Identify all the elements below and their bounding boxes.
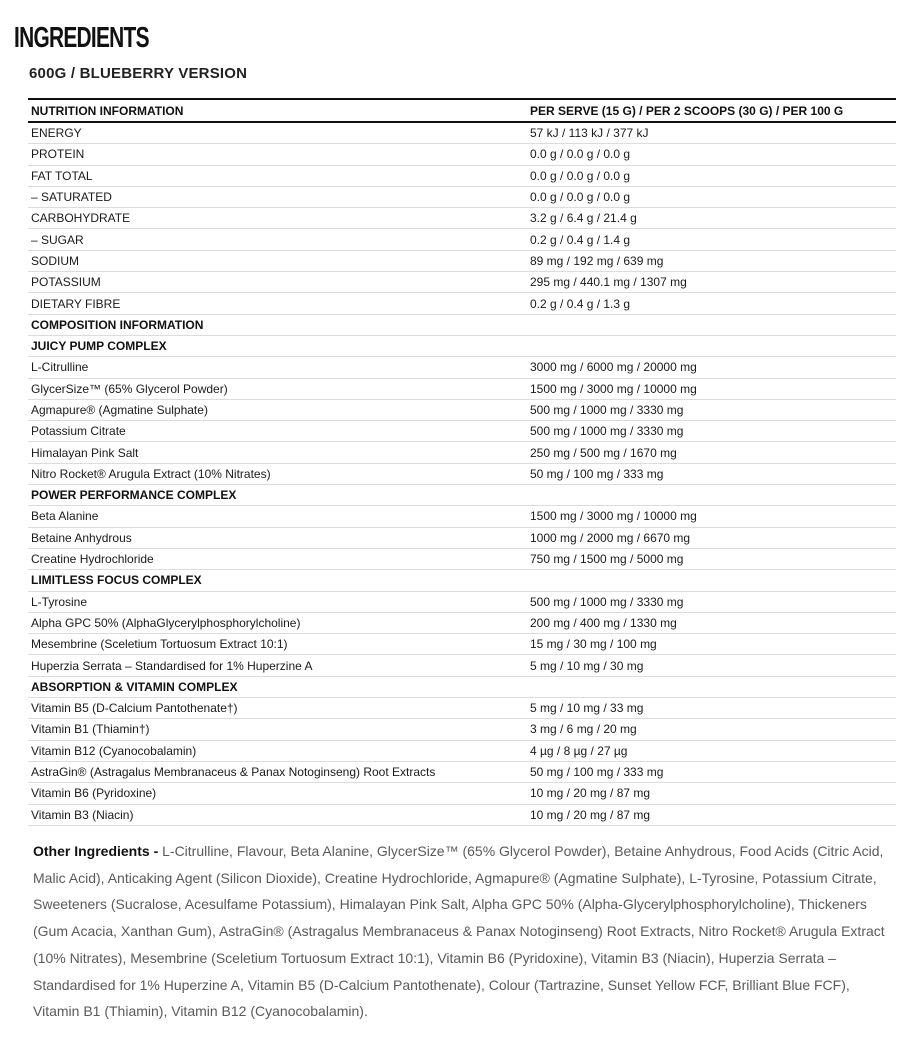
ingredient-name: Huperzia Serrata – Standardised for 1% Huperzine A [28,655,527,676]
table-section-row [28,314,896,335]
ingredient-name: Potassium Citrate [28,421,527,442]
ingredient-amount: 1500 mg / 3000 mg / 10000 mg [527,506,896,527]
ingredient-amount: 0.0 g / 0.0 g / 0.0 g [527,165,896,186]
ingredient-amount: 10 mg / 20 mg / 87 mg [527,804,896,825]
table-row [28,506,896,527]
ingredient-amount: 15 mg / 30 mg / 100 mg [527,634,896,655]
table-row [28,740,896,761]
ingredient-name: Vitamin B12 (Cyanocobalamin) [28,740,527,761]
table-row [28,229,896,250]
table-header-row [28,99,896,122]
ingredient-amount: 57 kJ / 113 kJ / 377 kJ [527,122,896,144]
ingredient-name: Vitamin B5 (D-Calcium Pantothenate†) [28,698,527,719]
ingredient-name: CARBOHYDRATE [28,208,527,229]
ingredient-name: Vitamin B6 (Pyridoxine) [28,783,527,804]
table-row [28,250,896,271]
ingredient-amount: 4 µg / 8 µg / 27 µg [527,740,896,761]
ingredient-name: Betaine Anhydrous [28,527,527,548]
table-row [28,804,896,825]
table-row [28,122,896,144]
ingredient-name: Beta Alanine [28,506,527,527]
table-row [28,421,896,442]
table-row [28,527,896,548]
ingredient-name: POTASSIUM [28,272,527,293]
table-row [28,293,896,314]
ingredient-amount: 500 mg / 1000 mg / 3330 mg [527,591,896,612]
ingredient-amount: 3.2 g / 6.4 g / 21.4 g [527,208,896,229]
ingredient-amount [527,314,896,335]
table-row [28,378,896,399]
ingredient-amount: 89 mg / 192 mg / 639 mg [527,250,896,271]
ingredient-amount: 0.2 g / 0.4 g / 1.3 g [527,293,896,314]
section-heading: COMPOSITION INFORMATION [28,314,527,335]
ingredient-name: FAT TOTAL [28,165,527,186]
ingredient-amount [527,676,896,697]
table-row [28,463,896,484]
nutrition-table-body [28,122,896,825]
table-row [28,399,896,420]
ingredient-name: Vitamin B3 (Niacin) [28,804,527,825]
ingredient-amount: 500 mg / 1000 mg / 3330 mg [527,399,896,420]
section-heading: LIMITLESS FOCUS COMPLEX [28,570,527,591]
section-heading: JUICY PUMP COMPLEX [28,335,527,356]
ingredient-name: L-Tyrosine [28,591,527,612]
ingredient-amount: 3 mg / 6 mg / 20 mg [527,719,896,740]
other-ingredients-text: L-Citrulline, Flavour, Beta Alanine, GlycerSize™ (65% Glycerol Powder), Betaine Anhydrous, Food Acids (Citric Acid, Malic Acid), Anticaking Agent (Silicon Dioxide), Creatine Hydrochloride, Agmapure® (Agmatine Sulphate), L-Tyrosine, Potassium Citrate, Sweeteners (Sucralose, Acesulfame Potassium), Himalayan Pink Salt, Alpha GPC 50% (Alpha-Glycerylphosphorylcholine), Thickeners (Gum Acacia, Xanthan Gum), AstraGin® (Astragalus Membranaceus & Panax Notoginseng) Root Extracts, Nitro Rocket® Arugula Extract (10% Nitrates), Mesembrine (Sceletium Tortuosum Extract 10:1), Vitamin B6 (Pyridoxine), Vitamin B3 (Niacin), Huperzia Serrata – Standardised for 1% Huperzine A, Vitamin B5 (D-Calcium Pantothenate), Colour (Tartrazine, Sunset Yellow FCF, Brilliant Blue FCF), Vitamin B1 (Thiamin), Vitamin B12 (Cyanocobalamin). [33,843,885,1020]
ingredient-amount: 200 mg / 400 mg / 1330 mg [527,612,896,633]
ingredient-name: GlycerSize™ (65% Glycerol Powder) [28,378,527,399]
ingredient-name: Nitro Rocket® Arugula Extract (10% Nitrates) [28,463,527,484]
ingredient-name: – SUGAR [28,229,527,250]
table-row [28,144,896,165]
ingredient-amount: 10 mg / 20 mg / 87 mg [527,783,896,804]
page-title: INGREDIENTS [14,22,149,54]
table-row [28,761,896,782]
table-section-row [28,335,896,356]
ingredient-amount: 500 mg / 1000 mg / 3330 mg [527,421,896,442]
table-row [28,612,896,633]
ingredient-name: SODIUM [28,250,527,271]
ingredient-name: DIETARY FIBRE [28,293,527,314]
ingredient-amount: 50 mg / 100 mg / 333 mg [527,463,896,484]
ingredient-name: Alpha GPC 50% (AlphaGlycerylphosphorylcholine) [28,612,527,633]
table-row [28,783,896,804]
table-row [28,208,896,229]
ingredient-amount [527,485,896,506]
table-row [28,165,896,186]
table-section-row [28,676,896,697]
table-row [28,548,896,569]
ingredient-amount: 0.0 g / 0.0 g / 0.0 g [527,144,896,165]
ingredient-amount: 50 mg / 100 mg / 333 mg [527,761,896,782]
table-row [28,186,896,207]
ingredient-amount: 1000 mg / 2000 mg / 6670 mg [527,527,896,548]
ingredient-name: Agmapure® (Agmatine Sulphate) [28,399,527,420]
table-row [28,698,896,719]
ingredient-name: ENERGY [28,122,527,144]
table-section-row [28,570,896,591]
section-heading: POWER PERFORMANCE COMPLEX [28,485,527,506]
other-ingredients-label: Other Ingredients - [33,843,159,859]
product-version-subtitle: 600G / BLUEBERRY VERSION [29,65,248,82]
column-header-nutrition: NUTRITION INFORMATION [28,99,527,122]
nutrition-table [28,98,896,826]
table-row [28,655,896,676]
table-section-row [28,485,896,506]
other-ingredients [33,838,885,1025]
ingredient-amount [527,570,896,591]
ingredient-name: L-Citrulline [28,357,527,378]
section-heading: ABSORPTION & VITAMIN COMPLEX [28,676,527,697]
ingredient-amount: 3000 mg / 6000 mg / 20000 mg [527,357,896,378]
column-header-per-serve: PER SERVE (15 G) / PER 2 SCOOPS (30 G) / PER 100 G [527,99,896,122]
table-row [28,357,896,378]
ingredient-name: – SATURATED [28,186,527,207]
ingredient-name: Creatine Hydrochloride [28,548,527,569]
ingredient-amount: 1500 mg / 3000 mg / 10000 mg [527,378,896,399]
table-row [28,634,896,655]
ingredient-name: Vitamin B1 (Thiamin†) [28,719,527,740]
ingredient-amount: 0.2 g / 0.4 g / 1.4 g [527,229,896,250]
ingredient-name: Himalayan Pink Salt [28,442,527,463]
ingredient-amount: 750 mg / 1500 mg / 5000 mg [527,548,896,569]
ingredient-amount: 295 mg / 440.1 mg / 1307 mg [527,272,896,293]
ingredient-amount: 0.0 g / 0.0 g / 0.0 g [527,186,896,207]
ingredient-amount: 250 mg / 500 mg / 1670 mg [527,442,896,463]
ingredient-name: AstraGin® (Astragalus Membranaceus & Panax Notoginseng) Root Extracts [28,761,527,782]
table-row [28,272,896,293]
table-row [28,591,896,612]
table-row [28,719,896,740]
ingredient-name: PROTEIN [28,144,527,165]
ingredient-amount: 5 mg / 10 mg / 33 mg [527,698,896,719]
ingredient-amount: 5 mg / 10 mg / 30 mg [527,655,896,676]
ingredient-name: Mesembrine (Sceletium Tortuosum Extract 10:1) [28,634,527,655]
table-row [28,442,896,463]
ingredient-amount [527,335,896,356]
